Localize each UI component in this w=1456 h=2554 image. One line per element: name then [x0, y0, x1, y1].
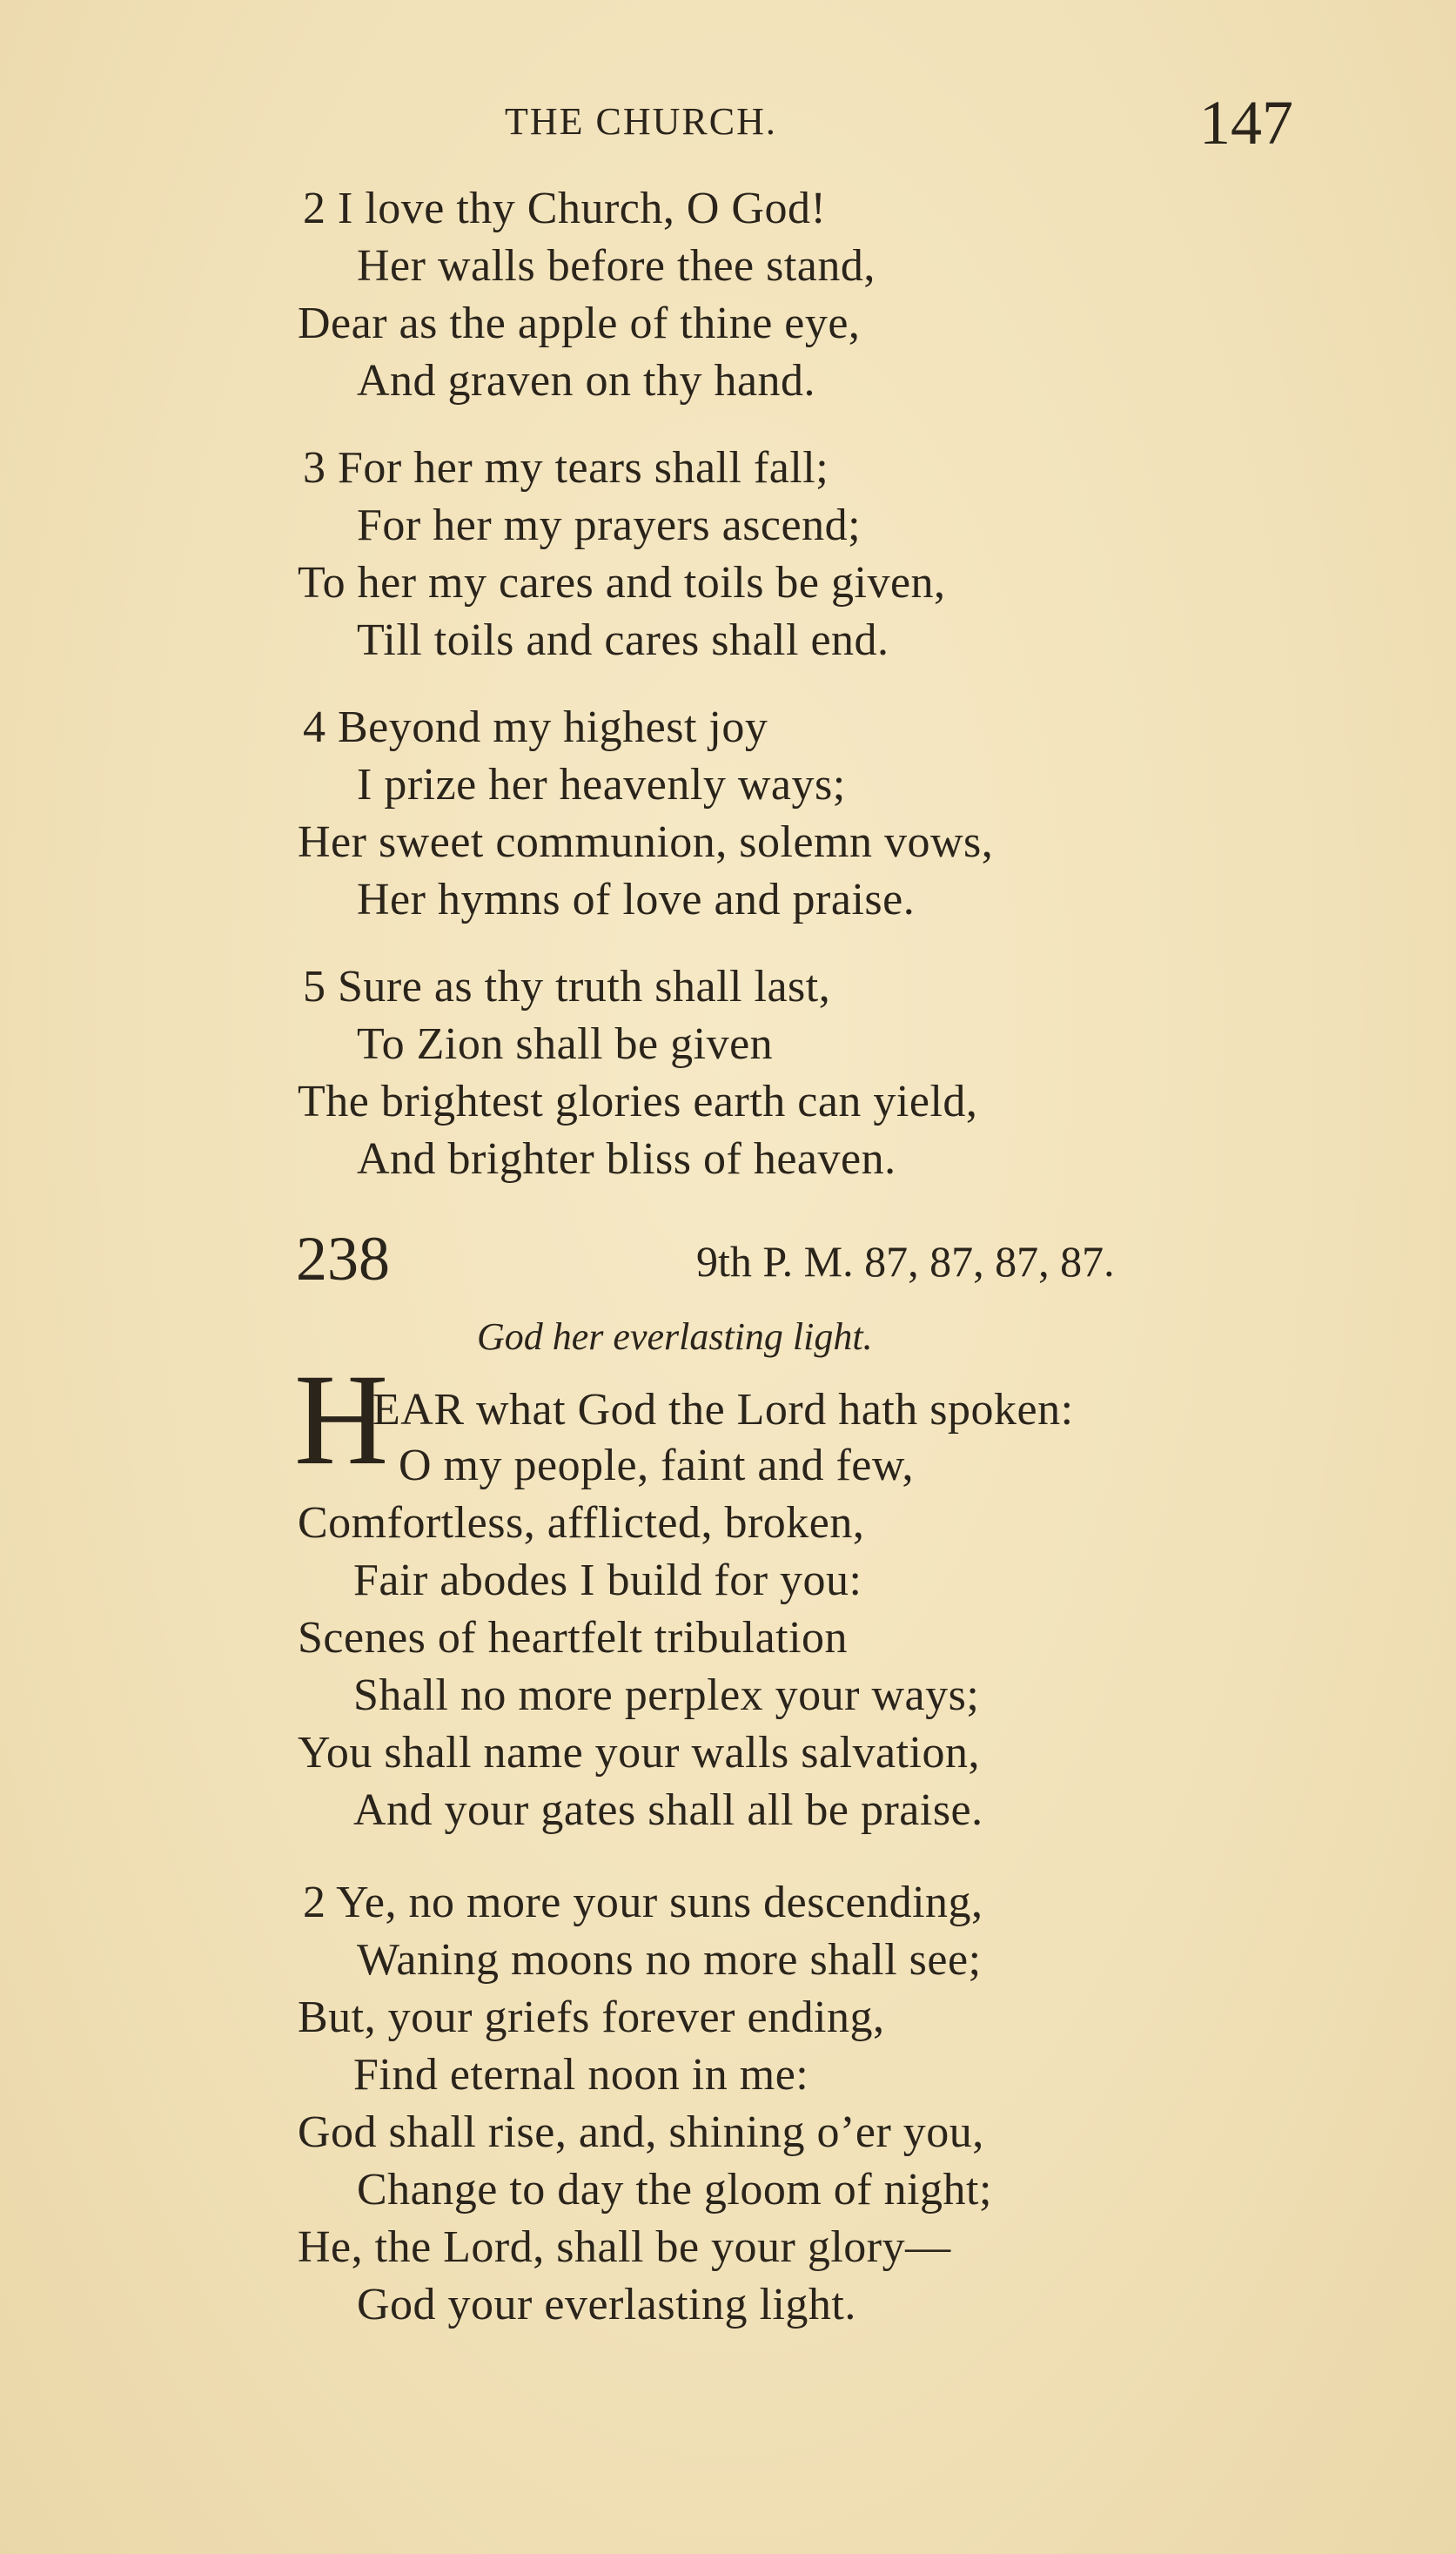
verse-line: Change to day the gloom of night;: [357, 2165, 992, 2215]
verse-line: Fair abodes I build for you:: [353, 1556, 862, 1605]
verse-line: And your gates shall all be praise.: [353, 1785, 983, 1835]
verse-line: And brighter bliss of heaven.: [357, 1134, 896, 1184]
running-title: THE CHURCH.: [505, 100, 777, 143]
verse-line: EAR what God the Lord hath spoken:: [372, 1385, 1074, 1435]
verse-line: To her my cares and toils be given,: [298, 558, 946, 608]
verse-line: For her my prayers ascend;: [357, 501, 862, 550]
verse-line: 5 Sure as thy truth shall last,: [303, 962, 831, 1012]
page-number: 147: [1199, 88, 1293, 158]
hymn-meter: 9th P. M. 87, 87, 87, 87.: [696, 1237, 1115, 1286]
verse-line: 2 Ye, no more your suns descending,: [303, 1878, 983, 1927]
verse-line: Her hymns of love and praise.: [357, 875, 916, 924]
verse-line: 2 I love thy Church, O God!: [303, 184, 827, 233]
verse-line: 3 For her my tears shall fall;: [303, 443, 829, 493]
verse-line: You shall name your walls salvation,: [298, 1728, 980, 1778]
verse-line: He, the Lord, shall be your glory—: [298, 2222, 951, 2272]
hymn-title: God her everlasting light.: [477, 1315, 873, 1358]
drop-cap: H: [294, 1348, 389, 1492]
verse-line: Her walls before thee stand,: [357, 241, 876, 291]
verse-line: O my people, faint and few,: [399, 1441, 915, 1490]
verse-line: 4 Beyond my highest joy: [303, 702, 768, 752]
verse-line: Dear as the apple of thine eye,: [298, 299, 861, 348]
verse-line: The brightest glories earth can yield,: [298, 1077, 978, 1126]
verse-line: Scenes of heartfelt tribulation: [298, 1613, 849, 1663]
verse-line: Waning moons no more shall see;: [357, 1935, 982, 1985]
verse-line: God your everlasting light.: [357, 2280, 856, 2329]
verse-line: Till toils and cares shall end.: [357, 615, 889, 665]
hymn-number: 238: [296, 1224, 390, 1294]
verse-line: Shall no more perplex your ways;: [353, 1670, 980, 1720]
page-header: [0, 87, 1456, 157]
verse-line: But, your griefs forever ending,: [298, 1993, 885, 2042]
verse-line: Comfortless, afflicted, broken,: [298, 1498, 865, 1548]
verse-line: Find eternal noon in me:: [353, 2050, 809, 2100]
verse-line: God shall rise, and, shining o’er you,: [298, 2107, 984, 2157]
verse-line: Her sweet communion, solemn vows,: [298, 817, 994, 867]
verse-line: To Zion shall be given: [357, 1019, 774, 1069]
verse-line: I prize her heavenly ways;: [357, 760, 846, 810]
verse-line: And graven on thy hand.: [357, 356, 816, 406]
